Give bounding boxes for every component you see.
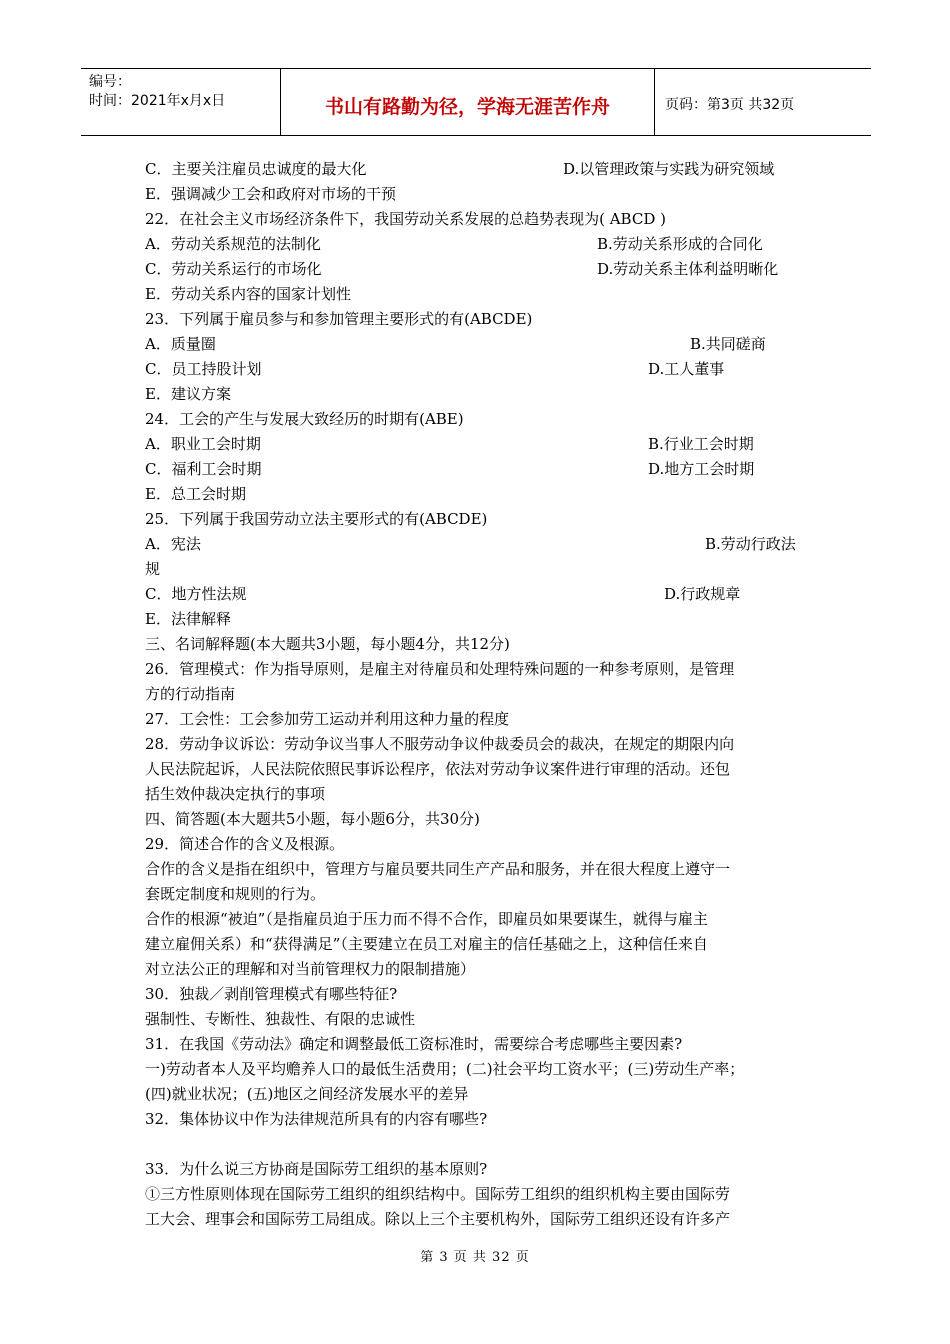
text-line	[145, 207, 813, 232]
text-line-main: C．地方性法规	[145, 585, 247, 603]
text-line-main: 三、名词解释题(本大题共3小题，每小题4分，共12分)	[145, 635, 510, 653]
text-line	[145, 832, 813, 857]
text-line	[145, 907, 813, 932]
header-motto: 书山有路勤为径，学海无涯苦作舟	[281, 69, 655, 135]
text-line	[145, 157, 813, 182]
text-line	[145, 1207, 813, 1232]
text-line-main: 30．独裁／剥削管理模式有哪些特征?	[145, 985, 398, 1003]
text-line	[145, 882, 813, 907]
text-line-main: 人民法院起诉，人民法院依照民事诉讼程序，依法对劳动争议案件进行审理的活动。还包	[145, 760, 731, 778]
text-line-main: C．劳动关系运行的市场化	[145, 260, 322, 278]
text-line	[145, 932, 813, 957]
text-line-main: 套既定制度和规则的行为。	[145, 885, 326, 903]
text-line	[145, 1182, 813, 1207]
text-line-main: 29．简述合作的含义及根源。	[145, 835, 345, 853]
text-line-main: E．总工会时期	[145, 485, 246, 503]
text-line	[145, 232, 813, 257]
text-line	[145, 707, 813, 732]
text-line-main: A．劳动关系规范的法制化	[145, 235, 321, 253]
text-line-option: B.劳动关系形成的合同化	[597, 235, 763, 253]
text-line	[145, 1057, 813, 1082]
text-line	[145, 682, 813, 707]
text-line-main: 规	[145, 560, 161, 578]
text-line	[145, 1007, 813, 1032]
text-line-main: E．强调减少工会和政府对市场的干预	[145, 185, 396, 203]
text-line-main: 建立雇佣关系）和“获得满足”（主要建立在员工对雇主的信任基础之上，这种信任来自	[145, 935, 708, 953]
text-line-main: E．建议方案	[145, 385, 231, 403]
text-line-main: (四)就业状况；(五)地区之间经济发展水平的差异	[145, 1085, 469, 1103]
text-line	[145, 757, 813, 782]
text-line	[145, 432, 813, 457]
text-line-option: B.共同磋商	[690, 335, 766, 353]
text-line	[145, 457, 813, 482]
text-line-main: C．员工持股计划	[145, 360, 262, 378]
text-line-main: 33．为什么说三方协商是国际劳工组织的基本原则?	[145, 1160, 488, 1178]
text-line-main: C．福利工会时期	[145, 460, 262, 478]
text-line-main: 24．工会的产生与发展大致经历的时期有(ABE)	[145, 410, 464, 428]
text-line-main: 23．下列属于雇员参与和参加管理主要形式的有(ABCDE)	[145, 310, 533, 328]
text-line	[145, 307, 813, 332]
text-line	[145, 782, 813, 807]
text-line	[145, 957, 813, 982]
text-line	[145, 607, 813, 632]
text-line	[145, 1082, 813, 1107]
text-line-main: C．主要关注雇员忠诚度的最大化	[145, 160, 367, 178]
text-line-main: 32．集体协议中作为法律规范所具有的内容有哪些?	[145, 1110, 488, 1128]
text-line-main: 一)劳动者本人及平均赡养人口的最低生活费用；(二)社会平均工资水平；(三)劳动生产率；	[145, 1060, 745, 1078]
text-line	[145, 482, 813, 507]
text-line	[145, 732, 813, 757]
text-line	[145, 507, 813, 532]
text-line	[145, 382, 813, 407]
text-line	[145, 407, 813, 432]
document-body	[145, 157, 813, 1232]
text-line-main: 27．工会性：工会参加劳工运动并利用这种力量的程度	[145, 710, 510, 728]
text-line-main: 工大会、理事会和国际劳工局组成。除以上三个主要机构外，国际劳工组织还设有许多产	[145, 1210, 731, 1228]
text-line	[145, 657, 813, 682]
text-line-main: ①三方性原则体现在国际劳工组织的组织结构中。国际劳工组织的组织机构主要由国际劳	[145, 1185, 731, 1203]
text-line-main: 合作的含义是指在组织中，管理方与雇员要共同生产产品和服务，并在很大程度上遵守一	[145, 860, 731, 878]
text-line-option: D.行政规章	[664, 585, 741, 603]
text-line	[145, 807, 813, 832]
header-meta	[81, 69, 281, 135]
text-line	[145, 257, 813, 282]
text-line-main: E．劳动关系内容的国家计划性	[145, 285, 351, 303]
text-line-main: 方的行动指南	[145, 685, 236, 703]
text-line	[145, 182, 813, 207]
text-line-main: 强制性、专断性、独裁性、有限的忠诚性	[145, 1010, 416, 1028]
text-line-option: B.行业工会时期	[648, 435, 754, 453]
text-line-option: D.劳动关系主体利益明晰化	[597, 260, 779, 278]
text-line	[145, 857, 813, 882]
text-line-option: B.劳动行政法	[705, 535, 796, 553]
text-line-main: 25．下列属于我国劳动立法主要形式的有(ABCDE)	[145, 510, 488, 528]
text-line	[145, 582, 813, 607]
text-line-main: A．职业工会时期	[145, 435, 261, 453]
text-line-main: A．质量圈	[145, 335, 216, 353]
text-line-main: 合作的根源“被迫”（是指雇员迫于压力而不得不合作，即雇员如果要谋生，就得与雇主	[145, 910, 708, 928]
text-line-option: D.以管理政策与实践为研究领域	[563, 160, 775, 178]
text-line-main: 31．在我国《劳动法》确定和调整最低工资标准时，需要综合考虑哪些主要因素?	[145, 1035, 683, 1053]
text-line-main: 22．在社会主义市场经济条件下，我国劳动关系发展的总趋势表现为( ABCD )	[145, 210, 666, 228]
text-line-main: 26．管理模式：作为指导原则，是雇主对待雇员和处理特殊问题的一种参考原则，是管理	[145, 660, 735, 678]
text-line-main: 对立法公正的理解和对当前管理权力的限制措施）	[145, 960, 476, 978]
text-line	[145, 282, 813, 307]
text-line	[145, 532, 813, 557]
header-page-label: 页码：第3页 共32页	[665, 97, 795, 113]
text-line	[145, 332, 813, 357]
text-line	[145, 1107, 813, 1132]
page-footer: 第 3 页 共 32 页	[420, 1250, 530, 1265]
page-header	[81, 68, 871, 136]
text-line	[145, 357, 813, 382]
text-line	[145, 557, 813, 582]
text-line-option: D.地方工会时期	[648, 460, 755, 478]
text-line-main: 括生效仲裁决定执行的事项	[145, 785, 326, 803]
text-line	[145, 1157, 813, 1182]
text-line-option: D.工人董事	[648, 360, 725, 378]
text-line-main: A．宪法	[145, 535, 201, 553]
text-line	[145, 632, 813, 657]
text-line-main: E．法律解释	[145, 610, 231, 628]
text-line	[145, 1032, 813, 1057]
text-line	[145, 982, 813, 1007]
text-line-main: 四、简答题(本大题共5小题，每小题6分，共30分)	[145, 810, 480, 828]
doc-number-label: 编号：	[89, 74, 131, 90]
text-line-main: 28．劳动争议诉讼：劳动争议当事人不服劳动争议仲裁委员会的裁决，在规定的期限内向	[145, 735, 735, 753]
text-line	[145, 1132, 813, 1157]
doc-date-label: 时间：2021年x月x日	[89, 93, 226, 109]
